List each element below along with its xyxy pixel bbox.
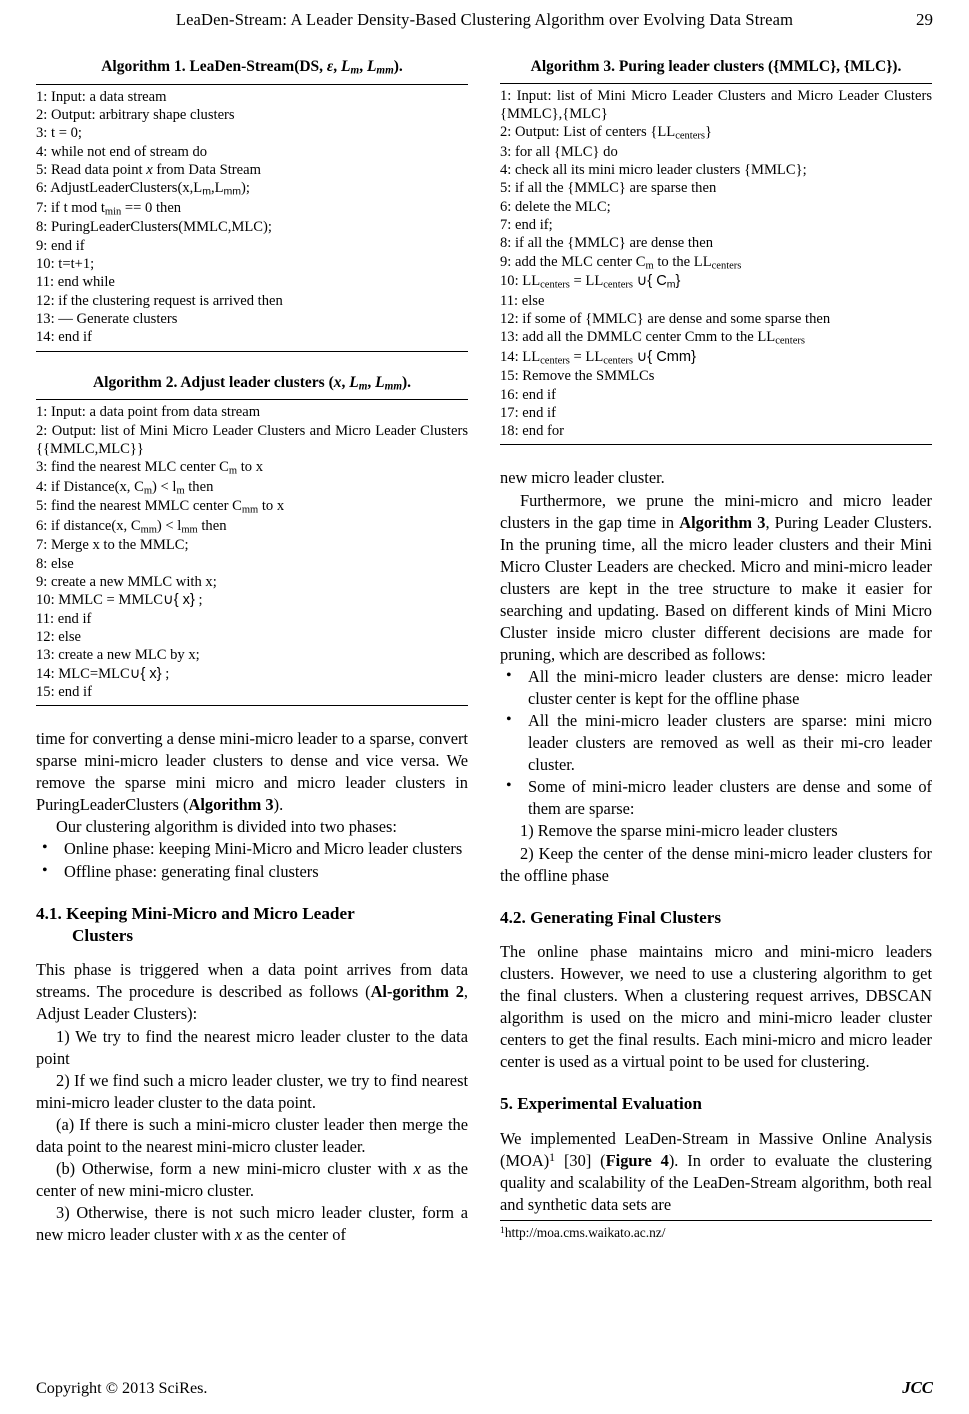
right-para-1: new micro leader cluster.: [500, 468, 665, 488]
algorithm-2-lines: [36, 399, 468, 706]
section-heading-4-2: 4.2. Generating Final Clusters: [500, 907, 722, 927]
algorithm-2-title: Algorithm 2. Adjust leader clusters (x, $L_m$, $L_{mm}$).: [92, 373, 412, 393]
bullet-icon: •: [506, 777, 512, 795]
left-step-3: 3) Otherwise, there is not such micro leader cluster, form a new micro leader cluster with x as the center of: [36, 1203, 468, 1245]
copyright-text: Copyright © 2013 SciRes.: [36, 1379, 208, 1397]
algorithm-line: 2: Output: List of centers $\{LL_{centers}\}$: [500, 124, 712, 142]
left-step-1: 1) We try to find the nearest micro leader cluster to the data point: [36, 1026, 468, 1068]
left-column: [36, 58, 468, 1246]
phase-bullet-list: [36, 838, 468, 882]
footnote-rule: [500, 1220, 932, 1221]
algorithm-line: 13: add all the DMMLC center Cmm to the $LL_{centers}$: [500, 329, 805, 347]
list-item: [500, 666, 932, 710]
algorithm-line: 3: for all {MLC} do: [500, 143, 618, 160]
list-item: [36, 838, 468, 860]
algorithm-line: 8: else: [36, 555, 74, 572]
algorithm-1-title: Algorithm 1. LeaDen-Stream(DS, ε, $L_m$, $L_{mm}$).: [101, 58, 403, 77]
right-para-4-part3: ). In order to evaluate the clustering quality and scalability of the LeaDen-Stream algorithm, both real and synthetic data sets are: [500, 1150, 932, 1214]
list-item-label: Online phase: keeping Mini-Micro and Micro leader clusters: [64, 839, 463, 859]
algorithm-line: 11: else: [500, 292, 545, 309]
algorithm-line: 18: end for: [500, 423, 565, 440]
list-item-label: Some of mini-micro leader clusters are dense and some of them are sparse:: [528, 777, 932, 819]
left-step-2: 2) If we find such a micro leader cluster, we try to find nearest mini-micro leader cluster to the data point.: [36, 1070, 468, 1112]
right-para-4-part1: We implemented LeaDen-Stream in Massive Online Analysis (MOA): [500, 1128, 932, 1170]
algorithm-line: 2: Output: arbitrary shape clusters: [36, 107, 235, 124]
left-step-2a: (a) If there is such a mini-micro cluster leader then merge the data point to the nearest mini-micro cluster leader.: [36, 1114, 468, 1156]
algorithm-line: 12: else: [36, 628, 81, 645]
list-item-label: Offline phase: generating final clusters: [64, 861, 319, 881]
algorithm-line: 15: Remove the SMMLCs: [500, 368, 655, 385]
left-para-2: Our clustering algorithm is divided into two phases:: [56, 817, 397, 837]
algorithm-line: 13: create a new MLC by x;: [36, 647, 200, 664]
algorithm-line: 17: end if: [500, 404, 556, 421]
figure-reference: Figure 4: [605, 1150, 669, 1170]
list-item: [500, 710, 932, 776]
algorithm-line: 1: Input: list of Mini Micro Leader Clusters and Micro Leader Clusters {MMLC},{MLC}: [500, 87, 932, 122]
algorithm-line: 4: if Distance(x, $C_m) < l_m$ then: [36, 478, 214, 497]
algorithm-line: 6: if distance(x, $C_{mm}) < l_{mm}$ then: [36, 517, 227, 536]
section-heading-4-1: [36, 903, 468, 948]
footnote-text: [500, 1224, 932, 1241]
running-head-title: LeaDen-Stream: A Leader Density-Based Clustering Algorithm over Evolving Data Stream: [175, 10, 794, 29]
list-item-label: All the mini-micro leader clusters are sparse: mini micro leader clusters are removed as well as their mi-cro leader cluster.: [528, 711, 932, 775]
algorithm-line: 8: if all the {MMLC} are dense then: [500, 235, 713, 252]
footnote-block: [500, 1220, 932, 1241]
algorithm-line: 9: create a new MMLC with x;: [36, 573, 217, 590]
algorithm-line: 3: t = 0;: [36, 125, 82, 142]
right-para-4-part2: [30] (: [555, 1150, 606, 1170]
algorithm-line: 12: if the clustering request is arrived then: [36, 292, 283, 309]
bullet-icon: •: [42, 861, 48, 879]
bullet-icon: •: [506, 711, 512, 729]
footnote-ref: 1: [549, 1149, 556, 1164]
algorithm-line: 15: end if: [36, 683, 92, 700]
list-item: [36, 861, 468, 883]
left-para-1: time for converting a dense mini-micro leader to a sparse, convert sparse mini-micro leader clusters to dense and vice versa. We remove the sparse mini micro and micro leader clusters in PuringLeaderClusters (Algorithm 3).: [36, 729, 468, 815]
algorithm-line: 8: PuringLeaderClusters(MMLC,MLC);: [36, 219, 272, 236]
right-para-3: The online phase maintains micro and mini-micro leaders clusters. However, we need to use a clustering algorithm to get the final clusters. When a clustering request arrives, DBSCAN algorithm is used on the micro and mini-micro leader cluster centers to get the final results. Each mini-micro and micro leader center is used as a virtual point to be used for clustering.: [500, 942, 932, 1072]
algorithm-line: 16: end if: [500, 386, 556, 403]
page-footer: [36, 1378, 933, 1398]
algorithm-3-lines: [500, 83, 932, 446]
journal-abbreviation: JCC: [902, 1378, 933, 1397]
prune-bullet-list: [500, 666, 932, 820]
section-heading-5: 5. Experimental Evaluation: [500, 1094, 702, 1114]
algorithm-line: 10: t=t+1;: [36, 256, 95, 273]
right-para-4: [500, 1128, 932, 1216]
algorithm-line: 5: Read data point x from Data Stream: [36, 162, 261, 179]
algorithm-line: 5: find the nearest MMLC center $C_{mm}$ to x: [36, 498, 285, 516]
right-prune-step-1: 1) Remove the sparse mini-micro leader clusters: [520, 821, 838, 841]
algorithm-line: 12: if some of {MMLC} are dense and some sparse then: [500, 310, 831, 327]
section-heading-4-1-line1: 4.1. Keeping Mini-Micro and Micro Leader: [36, 903, 355, 923]
algorithm-line: 5: if all the {MMLC} are sparse then: [500, 180, 717, 197]
algorithm-line: 14: MLC=MLC∪{ x} ;: [36, 665, 170, 682]
footnote-marker: 1: [500, 1224, 505, 1236]
algorithm-line: 9: add the MLC center $C_m$ to the $LL_{centers}$: [500, 253, 742, 271]
algorithm-line: 14: $LL_{centers} = LL_{centers}$ ∪{ Cmm}: [500, 348, 696, 367]
algorithm-line: 7: end if;: [500, 216, 553, 233]
algorithm-1-lines: [36, 84, 468, 352]
page-number: 29: [916, 10, 933, 29]
algorithm-line: 7: Merge x to the MMLC;: [36, 537, 189, 554]
algorithm-line: 4: check all its mini micro leader clusters {MMLC};: [500, 162, 807, 179]
algorithm-line: 2: Output: list of Mini Micro Leader Clusters and Micro Leader Clusters {{MMLC,MLC}}: [36, 422, 468, 458]
algorithm-line: 11: end if: [36, 610, 92, 627]
algorithm-line: 1: Input: a data stream: [36, 88, 167, 105]
list-item: [500, 776, 932, 820]
algorithm-line: 10: $LL_{centers} = LL_{centers}$ ∪{ $C_m$}: [500, 273, 681, 291]
right-prune-step-2: 2) Keep the center of the dense mini-micro leader clusters for the offline phase: [500, 843, 932, 885]
right-column: [500, 58, 932, 1246]
two-column-body: [36, 58, 933, 1246]
algorithm-line: 6: delete the MLC;: [500, 198, 611, 215]
algorithm-line: 13: — Generate clusters: [36, 310, 178, 327]
right-para-2: Furthermore, we prune the mini-micro and micro leader clusters in the gap time in Algorithm 3, Puring Leader Clusters. In the pruning time, all the micro leader clusters and their Mini Micro Cluster Leaders are checked. Micro and mini-micro leader clusters are kept in the tree structure to make it easier for searching and updating. Based on different kinds of Mini Micro Cluster inside micro cluster different decisions are made for pruning, which are described as follows:: [500, 490, 932, 664]
running-head: [36, 0, 933, 44]
algorithm-3-box: [500, 58, 932, 445]
section-heading-4-1-line2: Clusters: [72, 925, 134, 945]
left-step-2b: (b) Otherwise, form a new mini-micro cluster with x as the center of new mini-micro cluster.: [36, 1158, 468, 1200]
algorithm-line: 9: end if: [36, 237, 85, 254]
algorithm-2-box: [36, 374, 468, 707]
algorithm-line: 7: if t mod $t_{min} == 0$ then: [36, 199, 182, 218]
algorithm-line: 3: find the nearest MLC center $C_m$ to x: [36, 459, 264, 477]
algorithm-line: 10: MMLC = MMLC∪{ x} ;: [36, 592, 203, 609]
algorithm-line: 11: end while: [36, 274, 115, 291]
footnote-url: http://moa.cms.waikato.ac.nz/: [504, 1225, 666, 1240]
algorithm-line: 14: end if: [36, 329, 92, 346]
bullet-icon: •: [506, 667, 512, 685]
list-item-label: All the mini-micro leader clusters are dense: micro leader cluster center is kept for the offline phase: [528, 667, 932, 709]
algorithm-line: 1: Input: a data point from data stream: [36, 404, 261, 421]
left-para-3: This phase is triggered when a data point arrives from data streams. The procedure is described as follows (Al-gorithm 2, Adjust Leader Clusters):: [36, 960, 469, 1024]
bullet-icon: •: [42, 839, 48, 857]
algorithm-line: 4: while not end of stream do: [36, 143, 208, 160]
algorithm-3-title: Algorithm 3. Puring leader clusters ({MMLC}, {MLC}).: [530, 58, 902, 75]
algorithm-line: 6: $AdjustLeaderClusters(x,L_m,L_{mm})$;: [36, 180, 250, 198]
algorithm-1-box: [36, 58, 468, 352]
